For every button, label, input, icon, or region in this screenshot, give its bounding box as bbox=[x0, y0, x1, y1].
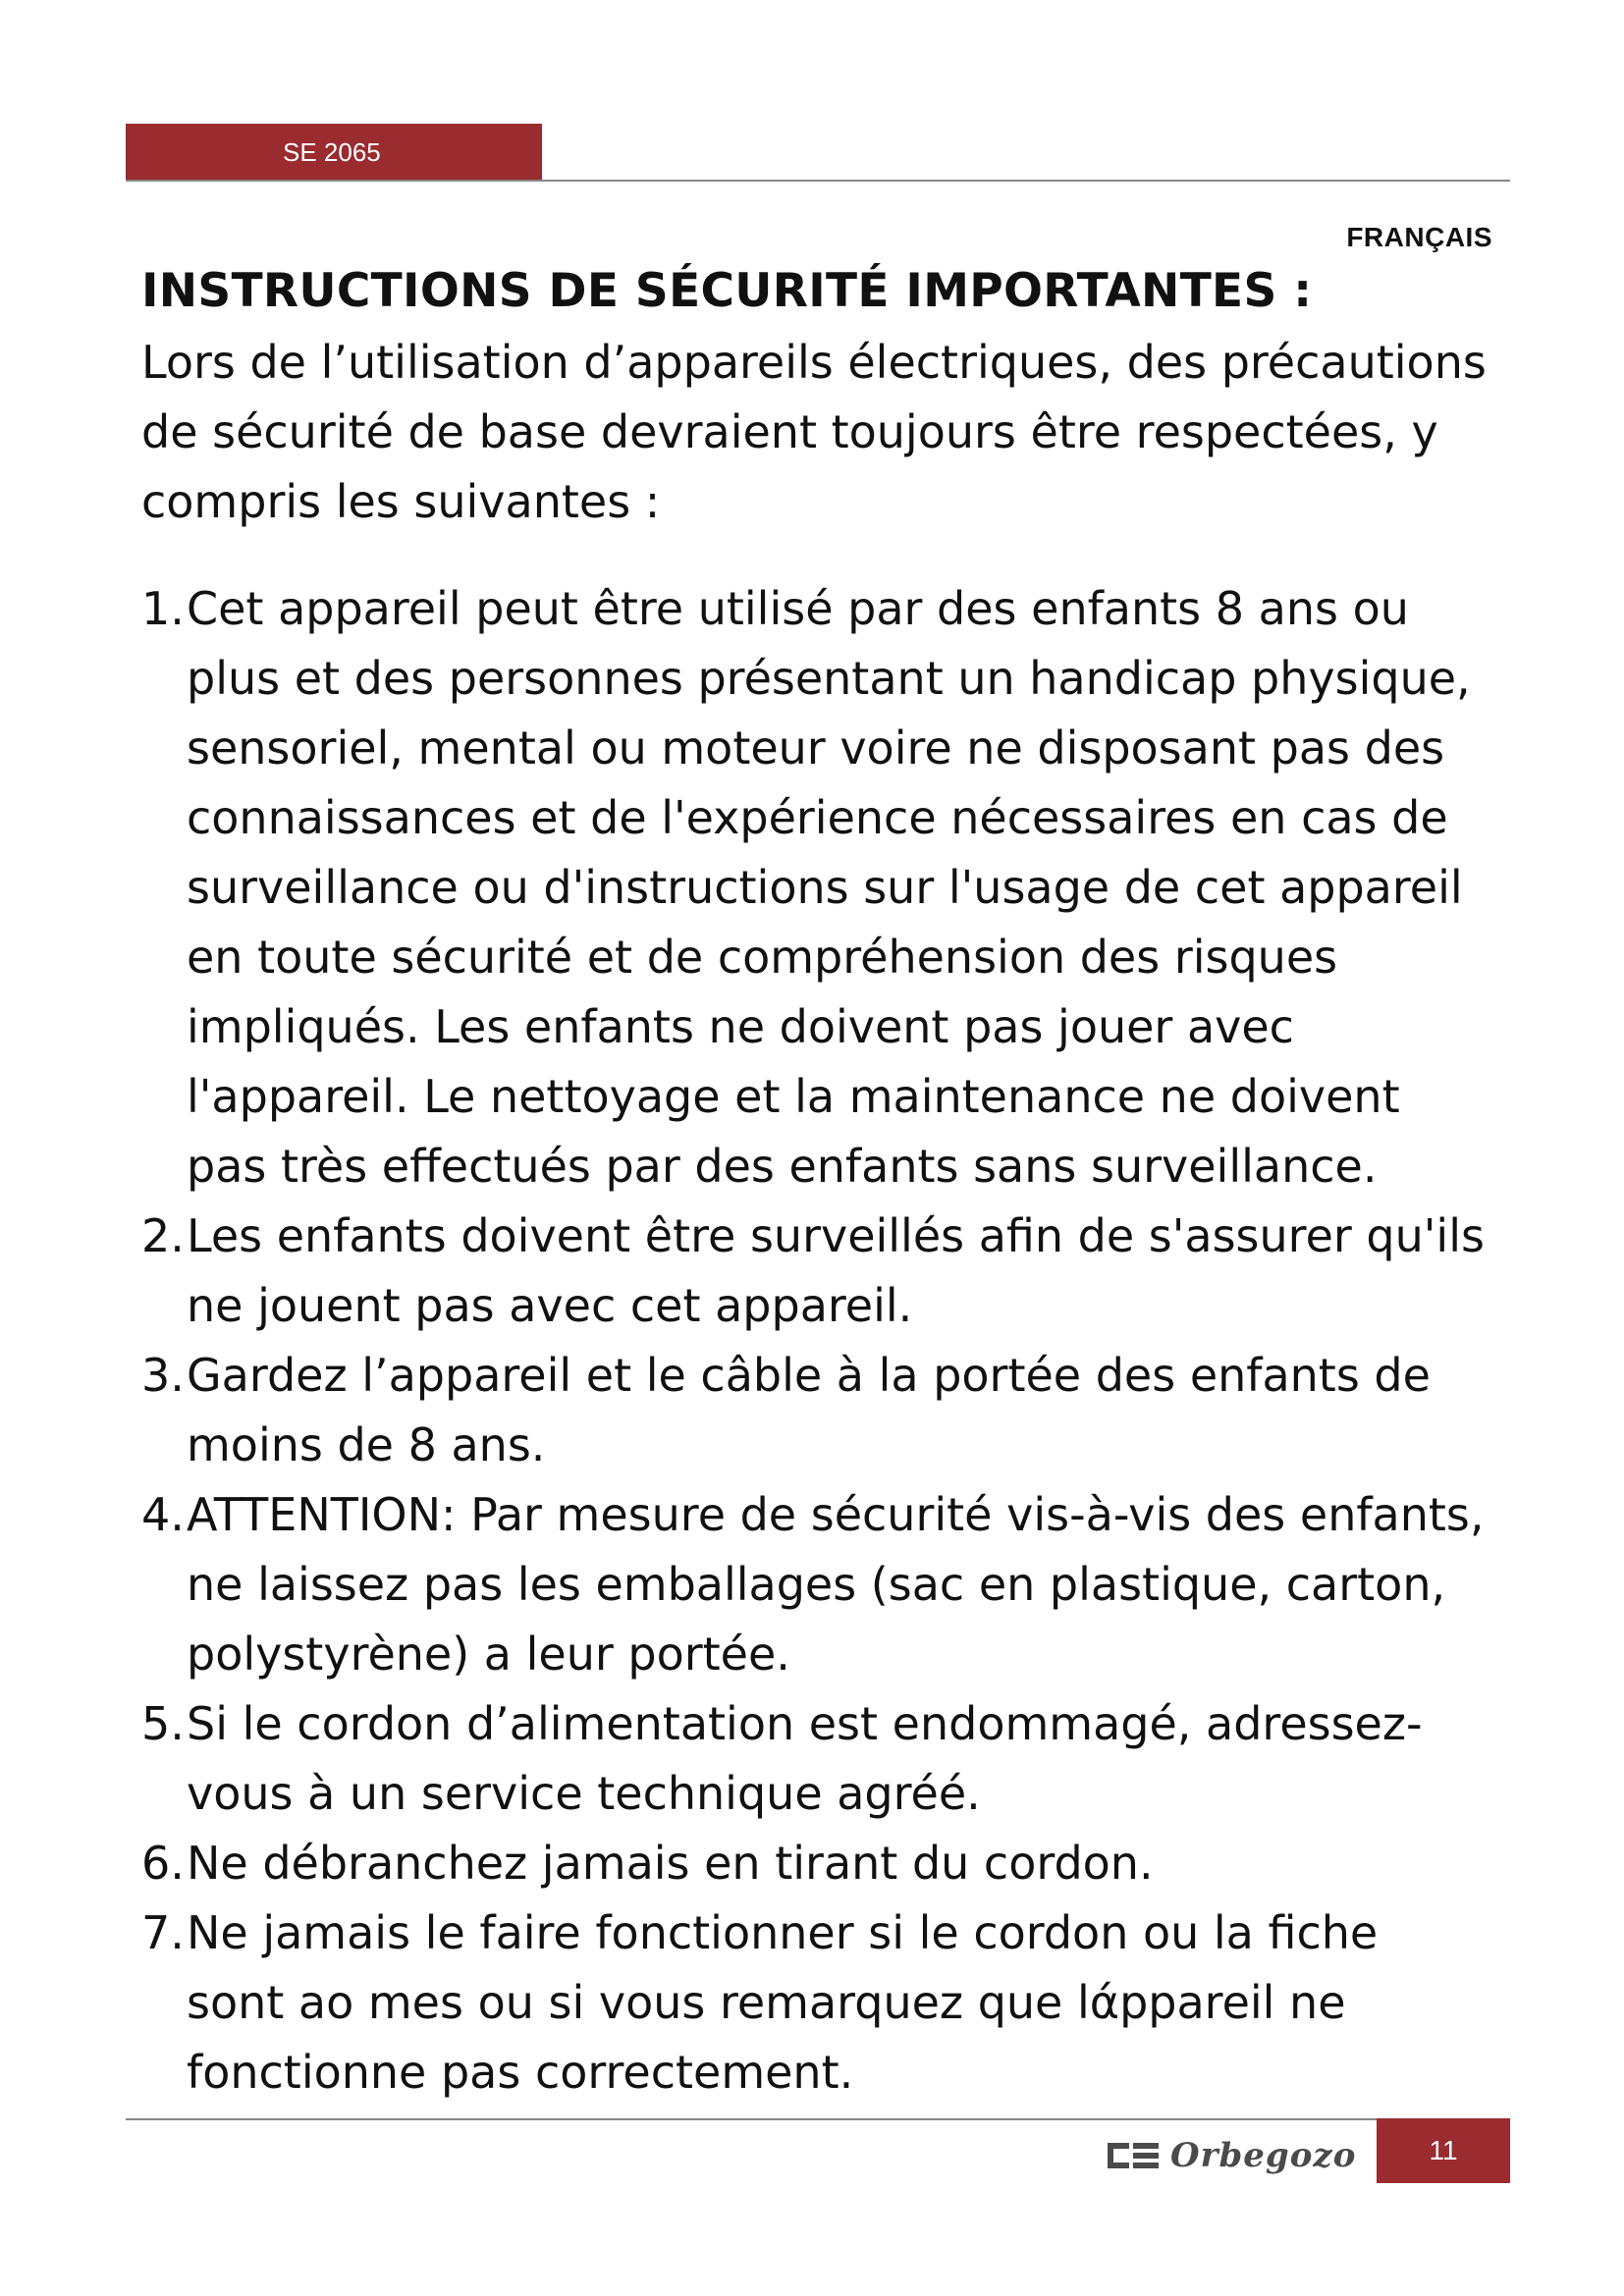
header-tab bbox=[126, 124, 542, 181]
safety-instructions-list bbox=[141, 574, 1536, 2108]
safety-item-1 bbox=[141, 574, 1536, 1201]
intro-paragraph bbox=[141, 328, 1516, 537]
page-content bbox=[141, 261, 1536, 2108]
item-line: ne laissez pas les emballages (sac en plastique, carton, bbox=[187, 1558, 1446, 1611]
item-line: Gardez l’appareil et le câble à la portée des enfants de bbox=[187, 1349, 1431, 1402]
item-number: 2. bbox=[141, 1209, 185, 1262]
item-line: plus et des personnes présentant un handicap physique, bbox=[187, 652, 1471, 705]
item-line: fonctionne pas correctement. bbox=[187, 2046, 854, 2099]
item-line: sont ao mes ou si vous remarquez que lάppareil ne bbox=[187, 1976, 1346, 2029]
brand-logo bbox=[1108, 2128, 1356, 2183]
page-title: INSTRUCTIONS DE SÉCURITÉ IMPORTANTES : bbox=[141, 264, 1313, 318]
item-line: connaissances et de l'expérience nécessaires en cas de bbox=[187, 791, 1448, 844]
item-line: surveillance ou d'instructions sur l'usage de cet appareil bbox=[187, 861, 1463, 914]
safety-item-7 bbox=[141, 1898, 1536, 2108]
intro-line: Lors de l’utilisation d’appareils électriques, des précautions bbox=[141, 336, 1487, 389]
item-line: sensoriel, mental ou moteur voire ne disposant pas des bbox=[187, 721, 1445, 774]
item-line: vous à un service technique agréé. bbox=[187, 1767, 981, 1820]
item-line: Cet appareil peut être utilisé par des enfants 8 ans ou bbox=[187, 582, 1409, 635]
item-line: en toute sécurité et de compréhension des risques bbox=[187, 931, 1338, 984]
page-number: 11 bbox=[1377, 2118, 1510, 2183]
item-line: moins de 8 ans. bbox=[187, 1418, 546, 1471]
safety-item-3 bbox=[141, 1341, 1536, 1480]
item-line: Ne débranchez jamais en tirant du cordon. bbox=[187, 1837, 1154, 1890]
safety-item-6 bbox=[141, 1829, 1536, 1898]
item-line: Ne jamais le faire fonctionner si le cordon ou la fiche bbox=[187, 1906, 1379, 1959]
item-number: 4. bbox=[141, 1488, 185, 1541]
item-line: Si le cordon d’alimentation est endommagé, adressez- bbox=[187, 1697, 1423, 1750]
item-number: 3. bbox=[141, 1349, 185, 1402]
item-number: 6. bbox=[141, 1837, 185, 1890]
item-line: polystyrène) a leur portée. bbox=[187, 1628, 790, 1681]
header-divider bbox=[126, 180, 1510, 182]
item-line: ATTENTION: Par mesure de sécurité vis-à-vis des enfants, bbox=[187, 1488, 1485, 1541]
item-line: l'appareil. Le nettoyage et la maintenance ne doivent bbox=[187, 1070, 1400, 1123]
model-number: SE 2065 bbox=[283, 137, 381, 167]
item-line: pas très effectués par des enfants sans surveillance. bbox=[187, 1140, 1378, 1193]
item-line: Les enfants doivent être surveillés afin de s'assurer qu'ils bbox=[187, 1209, 1485, 1262]
item-number: 5. bbox=[141, 1697, 185, 1750]
language-label: FRANÇAIS bbox=[1346, 222, 1492, 252]
brand-name: Orbegozo bbox=[1170, 2136, 1357, 2175]
footer-divider bbox=[126, 2118, 1510, 2120]
safety-item-2 bbox=[141, 1201, 1536, 1341]
item-line: impliqués. Les enfants ne doivent pas jouer avec bbox=[187, 1000, 1294, 1053]
brand-logo-icon bbox=[1108, 2143, 1159, 2168]
intro-line: de sécurité de base devraient toujours être respectées, y bbox=[141, 405, 1438, 458]
intro-line: compris les suivantes : bbox=[141, 475, 661, 528]
safety-item-5 bbox=[141, 1689, 1536, 1829]
item-number: 7. bbox=[141, 1906, 185, 1959]
item-line: ne jouent pas avec cet appareil. bbox=[187, 1279, 913, 1332]
safety-item-4 bbox=[141, 1480, 1536, 1689]
item-number: 1. bbox=[141, 582, 185, 635]
